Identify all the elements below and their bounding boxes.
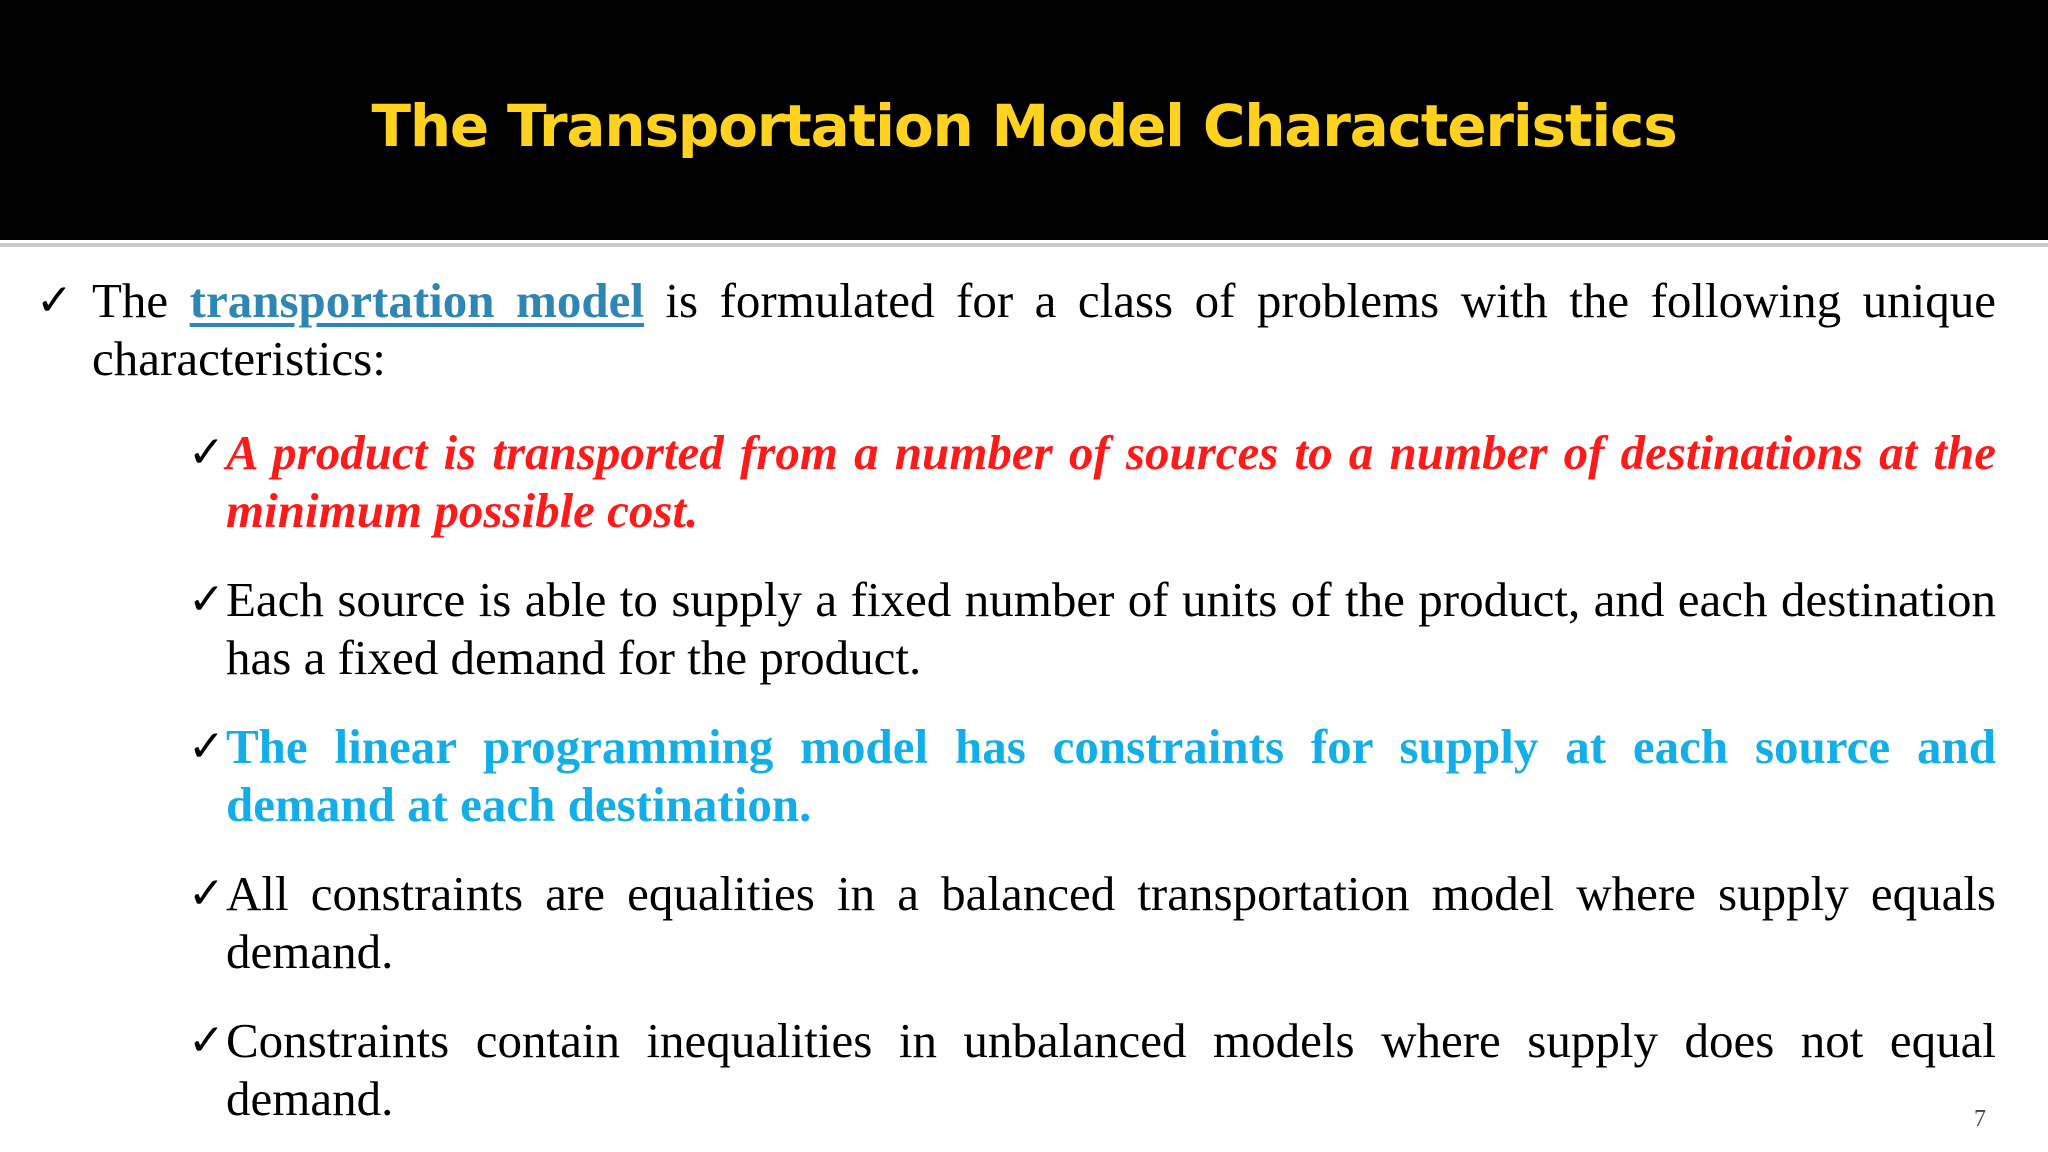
transportation-model-link[interactable]: transportation model: [189, 273, 644, 328]
page-number: 7: [1974, 1106, 1986, 1132]
checkmark-icon: ✓: [188, 427, 225, 478]
checkmark-icon: ✓: [188, 574, 225, 625]
checkmark-icon: ✓: [188, 721, 225, 772]
point-4: All constraints are equalities in a balanced transportation model where supply equals demand.: [226, 866, 1996, 979]
slide-title: The Transportation Model Characteristics: [371, 92, 1677, 160]
intro-paragraph: [92, 272, 1996, 388]
intro-text-before: The: [92, 273, 190, 328]
checkmark-icon: ✓: [36, 275, 73, 326]
point-3: The linear programming model has constraints for supply at each source and demand at each destination.: [226, 719, 1996, 832]
intro-text-after: is formulated for a class of problems with the following unique characteristics:: [92, 273, 1996, 386]
point-5: Constraints contain inequalities in unbalanced models where supply does not equal demand.: [226, 1013, 1996, 1126]
checkmark-icon: ✓: [188, 868, 225, 919]
checkmark-icon: ✓: [188, 1015, 225, 1066]
point-1: A product is transported from a number of sources to a number of destinations at the minimum possible cost.: [226, 425, 1996, 538]
point-2: Each source is able to supply a fixed number of units of the product, and each destination has a fixed demand for the product.: [226, 572, 1996, 685]
